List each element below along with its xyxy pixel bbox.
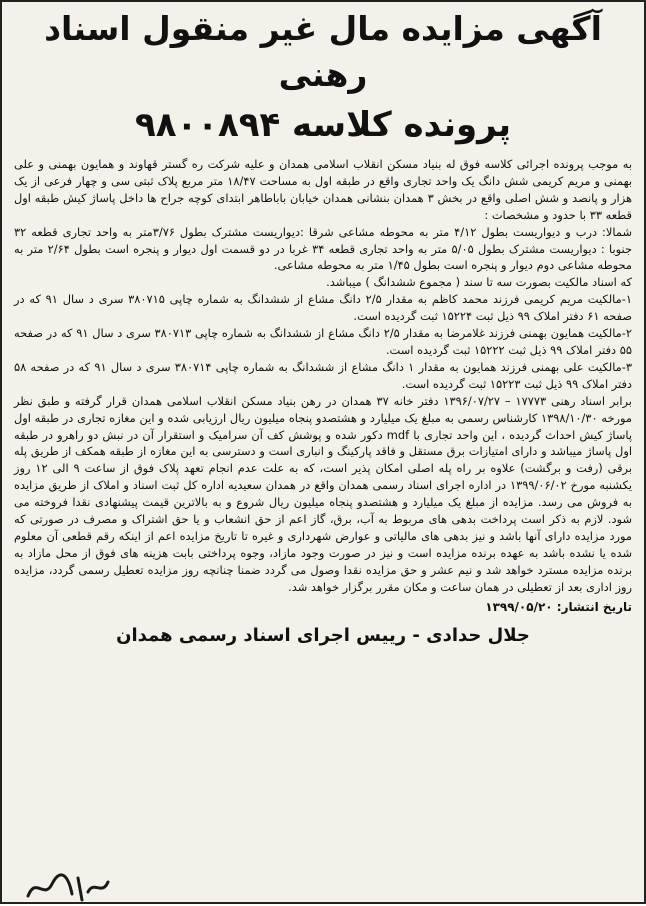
notice-body bbox=[14, 156, 632, 596]
notice-title: آگهی مزایده مال غیر منقول اسناد رهنی bbox=[44, 9, 602, 94]
owner-item-1: ۱-مالکیت مریم کریمی فرزند محمد کاظم به مقدار ۲/۵ دانگ مشاع از ششدانگ به شماره چاپی ۳۸۰۷۱۵ سری د سال ۹۱ که در صفحه ۶۱ دفتر املاک ۹۹ ذیل ثبت ۱۵۲۲۴ ثبت گردیده است. bbox=[14, 292, 632, 324]
publish-date: ۱۳۹۹/۰۵/۲۰ bbox=[485, 599, 553, 614]
intro-paragraph: به موجب پرونده اجرائی کلاسه فوق له بنیاد مسکن انقلاب اسلامی همدان و علیه شرکت ره گستر قهاوند و همایون بهمنی و علی بهمنی و مریم کریمی شش دانگ یک واحد تجاری واقع در طبقه اول به مساحت ۱۸/۴۷ متر مربع پلاک ثبتی سی و چهار فرعی از یک هزار و پانصد و شش اصلی واقع در بخش ۳ همدان بنشانی همدان خیابان باباطاهر ابتدای کوچه جراح ها داخل پاساژ کیش طبقه اول قطعه ۳۳ با حدود و مشخصات : bbox=[14, 157, 632, 222]
publish-date-line bbox=[14, 598, 632, 616]
boundaries-paragraph: شمالا: درب و دیواریست بطول ۴/۱۲ متر به محوطه مشاعی شرقا :دیواریست مشترک بطول ۳/۷۶متر به واحد تجاری قطعه ۳۲ جنوبا : دیواریست مشترک بطول ۵/۰۵ متر به واحد تجاری قطعه ۳۴ غربا در دو قسمت اول دیوار و پنجره است بطول ۲/۶۴ متر به محوطه مشاعی دوم دیوار و پنجره است بطول ۱/۴۵ متر به محوطه مشاعی. bbox=[14, 224, 633, 273]
owner-item-3: ۳-مالکیت علی بهمنی فرزند همایون به مقدار ۱ دانگ مشاع از ششدانگ به شماره چاپی ۳۸۰۷۱۴ سری د سال ۹۱ که در صفحه ۵۸ دفتر املاک ۹۹ ذیل ثبت ۱۵۲۲۳ ثبت گردیده است. bbox=[14, 359, 633, 391]
case-number-title: پرونده کلاسه ۹۸۰۰۸۹۴ bbox=[134, 105, 512, 145]
notice-content bbox=[14, 6, 632, 898]
owner-item-2: ۲-مالکیت همایون بهمنی فرزند غلامرضا به مقدار ۲/۵ دانگ مشاع از ششدانگ به شماره چاپی ۳۸۰۷۱۳ سری د سال ۹۱ که در صفحه ۵۵ دفتر املاک ۹۹ ذیل ثبت ۱۵۲۲۲ ثبت گردیده است. bbox=[14, 326, 633, 357]
signature-line: جلال حدادی - رییس اجرای اسناد رسمی همدان bbox=[116, 624, 530, 646]
ownership-intro: که اسناد مالکیت بصورت سه تا سند ( مجموع ششدانگ ) میباشد. bbox=[326, 275, 632, 290]
auction-details-paragraph: برابر اسناد رهنی ۱۷۷۷۳ – ۱۳۹۶/۰۷/۲۷ دفتر خانه ۳۷ همدان در رهن بنیاد مسکن انقلاب اسلامی همدان قرار گرفته و طبق نظر مورخه ۱۳۹۸/۱۰/۳۰ کارشناس رسمی به مبلغ یک میلیارد و هشتصدو پنجاه میلیون ریال ارزیابی شده و این مغازه تجاری در طبقه اول پاساژ کیش احداث گردیده ، این واحد تجاری با mdf دکور شده و پوشش کف آن سرامیک و استقرار آن در نبش دو راهرو در طبقه اول پاساژ میباشد و دارای امتیازات برق مستقل و فاقد پارکینگ و انباری است و دسترسی به این مغازه از طبقه همکف از طریق پله برقی (رفت و برگشت) علاوه بر راه پله اصلی امکان پذیر است، که به علت عدم انجام تعهد پلاک فوق از ساعت ۹ الی ۱۲ روز یکشنبه مورخ ۱۳۹۹/۰۶/۰۲ در اداره اجرای اسناد رسمی همدان واقع در همدان سعیدیه اداره کل ثبت اسناد و املاک از طریق مزایده به فروش می رسد. مزایده از مبلغ یک میلیارد و هشتصدو پنجاه میلیون ریال شروع و به بالاترین قیمت پیشنهادی نقدا فروخته می شود. لازم به ذکر است پرداخت بدهی های مربوط به آب، برق، گاز اعم از حق انشعاب و یا حق اشتراک و مصرف در صورتی که مورد مزایده دارای آنها باشد و نیز بدهی های مالیاتی و عوارض شهرداری و غیره تا تاریخ مزایده اعم از اینکه رقم قطعی آن معلوم شده یا نشده باشد به عهده برنده مزایده است و نیز در صورت وجود مازاد، وجوه پرداختی بابت هزینه های فوق از محل مازاد به برنده مزایده مسترد خواهد شد و نیم عشر و حق مزایده نقدا وصول می گردد ضمنا چنانچه روز مزایده تعطیل رسمی گردد، مزایده روز اداری بعد از تعطیلی در همان ساعت و مکان مقرر برگزار خواهد شد. bbox=[14, 393, 633, 594]
handwritten-mark-icon bbox=[22, 866, 112, 906]
publish-date-label: تاریخ انتشار: bbox=[556, 599, 632, 614]
